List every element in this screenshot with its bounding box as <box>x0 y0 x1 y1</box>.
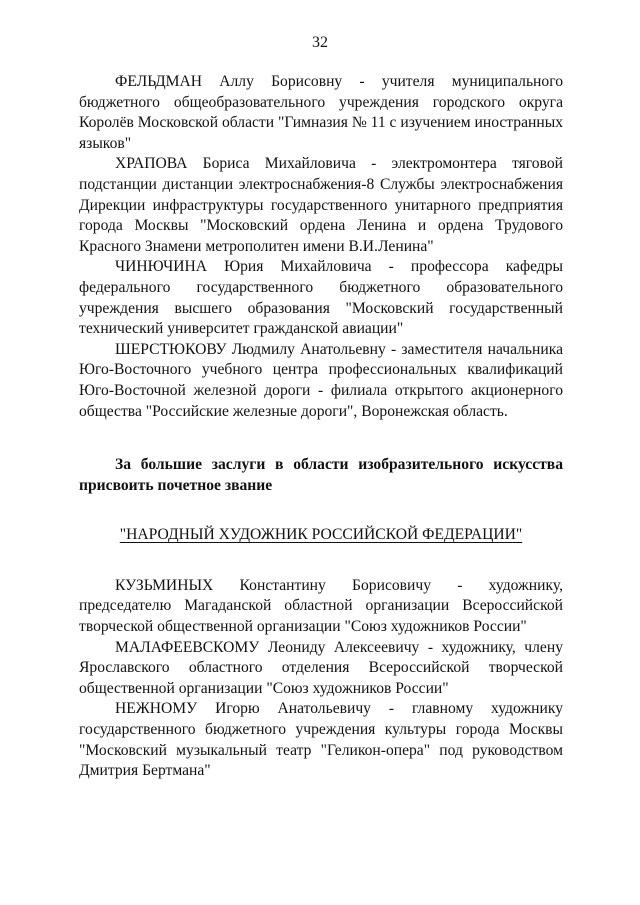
award-paragraph-nezhny: НЕЖНОМУ Игорю Анатольевичу - главному художнику государственного бюджетного учреждения культуры города Москвы "Московский музыкальный театр "Геликон-опера" под руководством Дмитрия Бертмана" <box>79 700 563 780</box>
award-paragraph-sherstyukova: ШЕРСТЮКОВУ Людмилу Анатольевну - заместителя начальника Юго-Восточного учебного центра профессиональных квалификаций Юго-Восточной железной дороги - филиала открытого акционерного общества "Российские железные дороги", Воронежская область. <box>79 340 563 420</box>
award-paragraph-chinyuchin: ЧИНЮЧИНА Юрия Михайловича - профессора кафедры федерального государственного бюджетного образовательного учреждения высшего образования "Московский государственный технический университет гражданской авиации" <box>79 258 563 338</box>
award-paragraph-kuzminykh: КУЗЬМИНЫХ Константину Борисовичу - художнику, председателю Магаданской областной организации Всероссийской творческой общественной организации "Союз художников России" <box>79 576 563 636</box>
award-paragraph-feldman: ФЕЛЬДМАН Аллу Борисовну - учителя муниципального бюджетного общеобразовательного учреждения городского округа Королёв Московской области "Гимназия № 11 с изучением иностранных языков" <box>79 73 563 152</box>
award-paragraph-khrapov: ХРАПОВА Бориса Михайловича - электромонтера тяговой подстанции дистанции электроснабжения-8 Службы электроснабжения Дирекции инфраструктуры государственного унитарного предприятия города Москвы "Московский ордена Ленина и ордена Трудового Красного Знамени метрополитен имени В.И.Ленина" <box>79 155 563 255</box>
honorary-title: "НАРОДНЫЙ ХУДОЖНИК РОССИЙСКОЙ ФЕДЕРАЦИИ" <box>119 526 523 544</box>
honorary-title-container <box>79 525 563 546</box>
section-heading: За большие заслуги в области изобразительного искусства присвоить почетное звание <box>79 456 563 494</box>
document-body <box>79 72 563 782</box>
award-paragraph-malafeevsky: МАЛАФЕЕВСКОМУ Леониду Алексеевичу - художнику, члену Ярославского областного отделения Всероссийской творческой общественной организации "Союз художников России" <box>79 638 563 697</box>
page-number: 32 <box>312 34 328 51</box>
